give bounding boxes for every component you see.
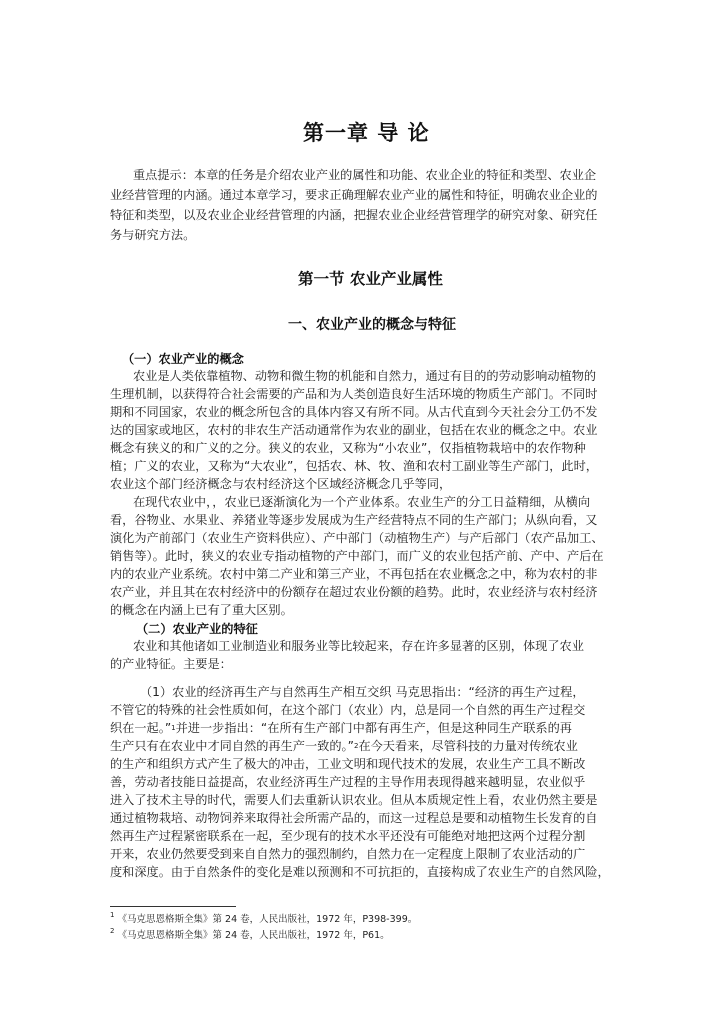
text-line: 进入了技术主导的时代，需要人们去重新认识农业。但从本质规定性上看，农业仍然主要是: [110, 793, 598, 807]
text-line: 演化为产前部门（农业生产资料供应）、产中部门（动植物生产）与产后部门（农产品加工、: [110, 531, 604, 545]
text-line: 农业和其他诸如工业制造业和服务业等比较起来，存在许多显著的区别，体现了农业: [133, 639, 584, 653]
text-line: 善，劳动者技能日益提高，农业经济再生产过程的主导作用表现得越来越明显，农业似乎: [110, 775, 586, 789]
footnote-ref: 1: [171, 724, 176, 732]
text-line: 植；广义的农业，又称为“大农业”，包括农、林、牧、渔和农村工副业等生产部门，此时，: [110, 459, 598, 473]
text-line: 开来，农业仍然要受到来自自然力的强烈制约，自然力在一定程度上限制了农业活动的广: [110, 847, 586, 861]
text-line: 的生产和组织方式产生了极大的冲击，工业文明和现代技术的发展，农业生产工具不断改: [110, 757, 586, 771]
text-line: 通过植物栽培、动物饲养来取得社会所需产品的，而这一过程总是要和动植物生长发育的自: [110, 811, 598, 825]
text-line: 在现代农业中，，农业已逐渐演化为一个产业体系。农业生产的分工日益精细，从横向: [133, 495, 591, 509]
summary-line: 特征和类型，以及农业企业经营管理的内涵，把握农业企业经营管理学的研究对象、研究任: [110, 208, 598, 222]
footnote-mark: 2: [110, 927, 115, 935]
text-line: 看，谷物业、水果业、养猪业等逐步发展成为生产经营特点不同的生产部门；从纵向看，又: [110, 513, 598, 527]
text-line: 度和深度。由于自然条件的变化是难以预测和不可抗拒的，直接构成了农业生产的自然风险，: [110, 865, 610, 879]
text-line: 农业是人类依靠植物、动物和微生物的机能和自然力，通过有目的的劳动影响动植物的: [133, 369, 597, 383]
footnote-2: [110, 927, 390, 941]
text-line: 的概念在内涵上已有了重大区别。: [110, 603, 293, 617]
subsection-title: 一、农业产业的概念与特征: [288, 317, 456, 333]
text-fragment: 并进一步指出：“在所有生产部门中都有再生产，但是这种同生产联系的再: [175, 721, 572, 735]
text-line: 达的国家或地区，农村的非农生产活动通常作为农业的副业，包括在农业的概念之中。农业: [110, 423, 598, 437]
text-line: 然再生产过程紧密联系在一起，至少现有的技术水平还没有可能绝对地把这两个过程分割: [110, 829, 586, 843]
text-fragment: 在今天看来，尽管科技的力量对传统农业: [358, 739, 578, 753]
chapter-title: 第一章 导 论: [303, 121, 430, 145]
text-line: [110, 720, 620, 736]
footnote-text: 《马克思恩格斯全集》第 24 卷，人民出版社，1972 年，P61。: [117, 930, 390, 941]
text-line: 销售等）。此时，狭义的农业专指动植物的产中部门，而广义的农业包括产前、产中、产后在: [110, 549, 604, 563]
text-line: [110, 738, 620, 754]
text-line: 农业这个部门经济概念与农村经济这个区域经济概念几乎等同，: [110, 477, 452, 491]
sub1-title: （一）农业产业的概念: [122, 352, 244, 366]
sub2-title: （二）农业产业的特征: [136, 622, 258, 636]
summary-line: 重点提示：本章的任务是介绍农业产业的属性和功能、农业企业的特征和类型、农业企: [133, 168, 597, 182]
footnote-ref: 2: [353, 742, 359, 750]
text-fragment: 生产只有在农业中才同自然的再生产一致的。”: [110, 739, 354, 753]
text-fragment: 织在一起。”: [110, 721, 172, 735]
text-line: 农产业，并且其在农村经济中的份额存在超过农业份额的趋势。此时，农业经济与农村经济: [110, 585, 598, 599]
footnote-mark: 1: [110, 911, 115, 919]
summary-line: 务与研究方法。: [110, 228, 196, 242]
text-line: 期和不同国家，农业的概念所包含的具体内容又有所不同。从古代直到今天社会分工仍不发: [110, 405, 598, 419]
footnote-divider: [110, 906, 236, 907]
text-line: 的产业特征。主要是：: [110, 657, 232, 671]
section-title: 第一节 农业产业属性: [298, 270, 443, 288]
text-line: 概念有狭义的和广义的之分。狭义的农业，又称为“小农业”，仅指植物栽培中的农作物种: [110, 441, 586, 455]
footnote-text: 《马克思恩格斯全集》第 24 卷，人民出版社，1972 年，P398-399。: [117, 914, 418, 925]
summary-line: 业经营管理的内涵。通过本章学习，要求正确理解农业产业的属性和特征，明确农业企业的: [110, 188, 598, 202]
text-line: 不管它的特殊的社会性质如何，在这个部门（农业）内，总是同一个自然的再生产过程交: [110, 703, 586, 717]
text-line: 内的农业产业系统。农村中第二产业和第三产业，不再包括在农业概念之中，称为农村的非: [110, 567, 598, 581]
footnote-1: [110, 911, 417, 925]
text-line: （1）农业的经济再生产与自然再生产相互交织 马克思指出：“经济的再生产过程，: [140, 685, 585, 699]
text-line: 生理机制，以获得符合社会需要的产品和为人类创造良好生活环境的物质生产部门。不同时: [110, 387, 598, 401]
